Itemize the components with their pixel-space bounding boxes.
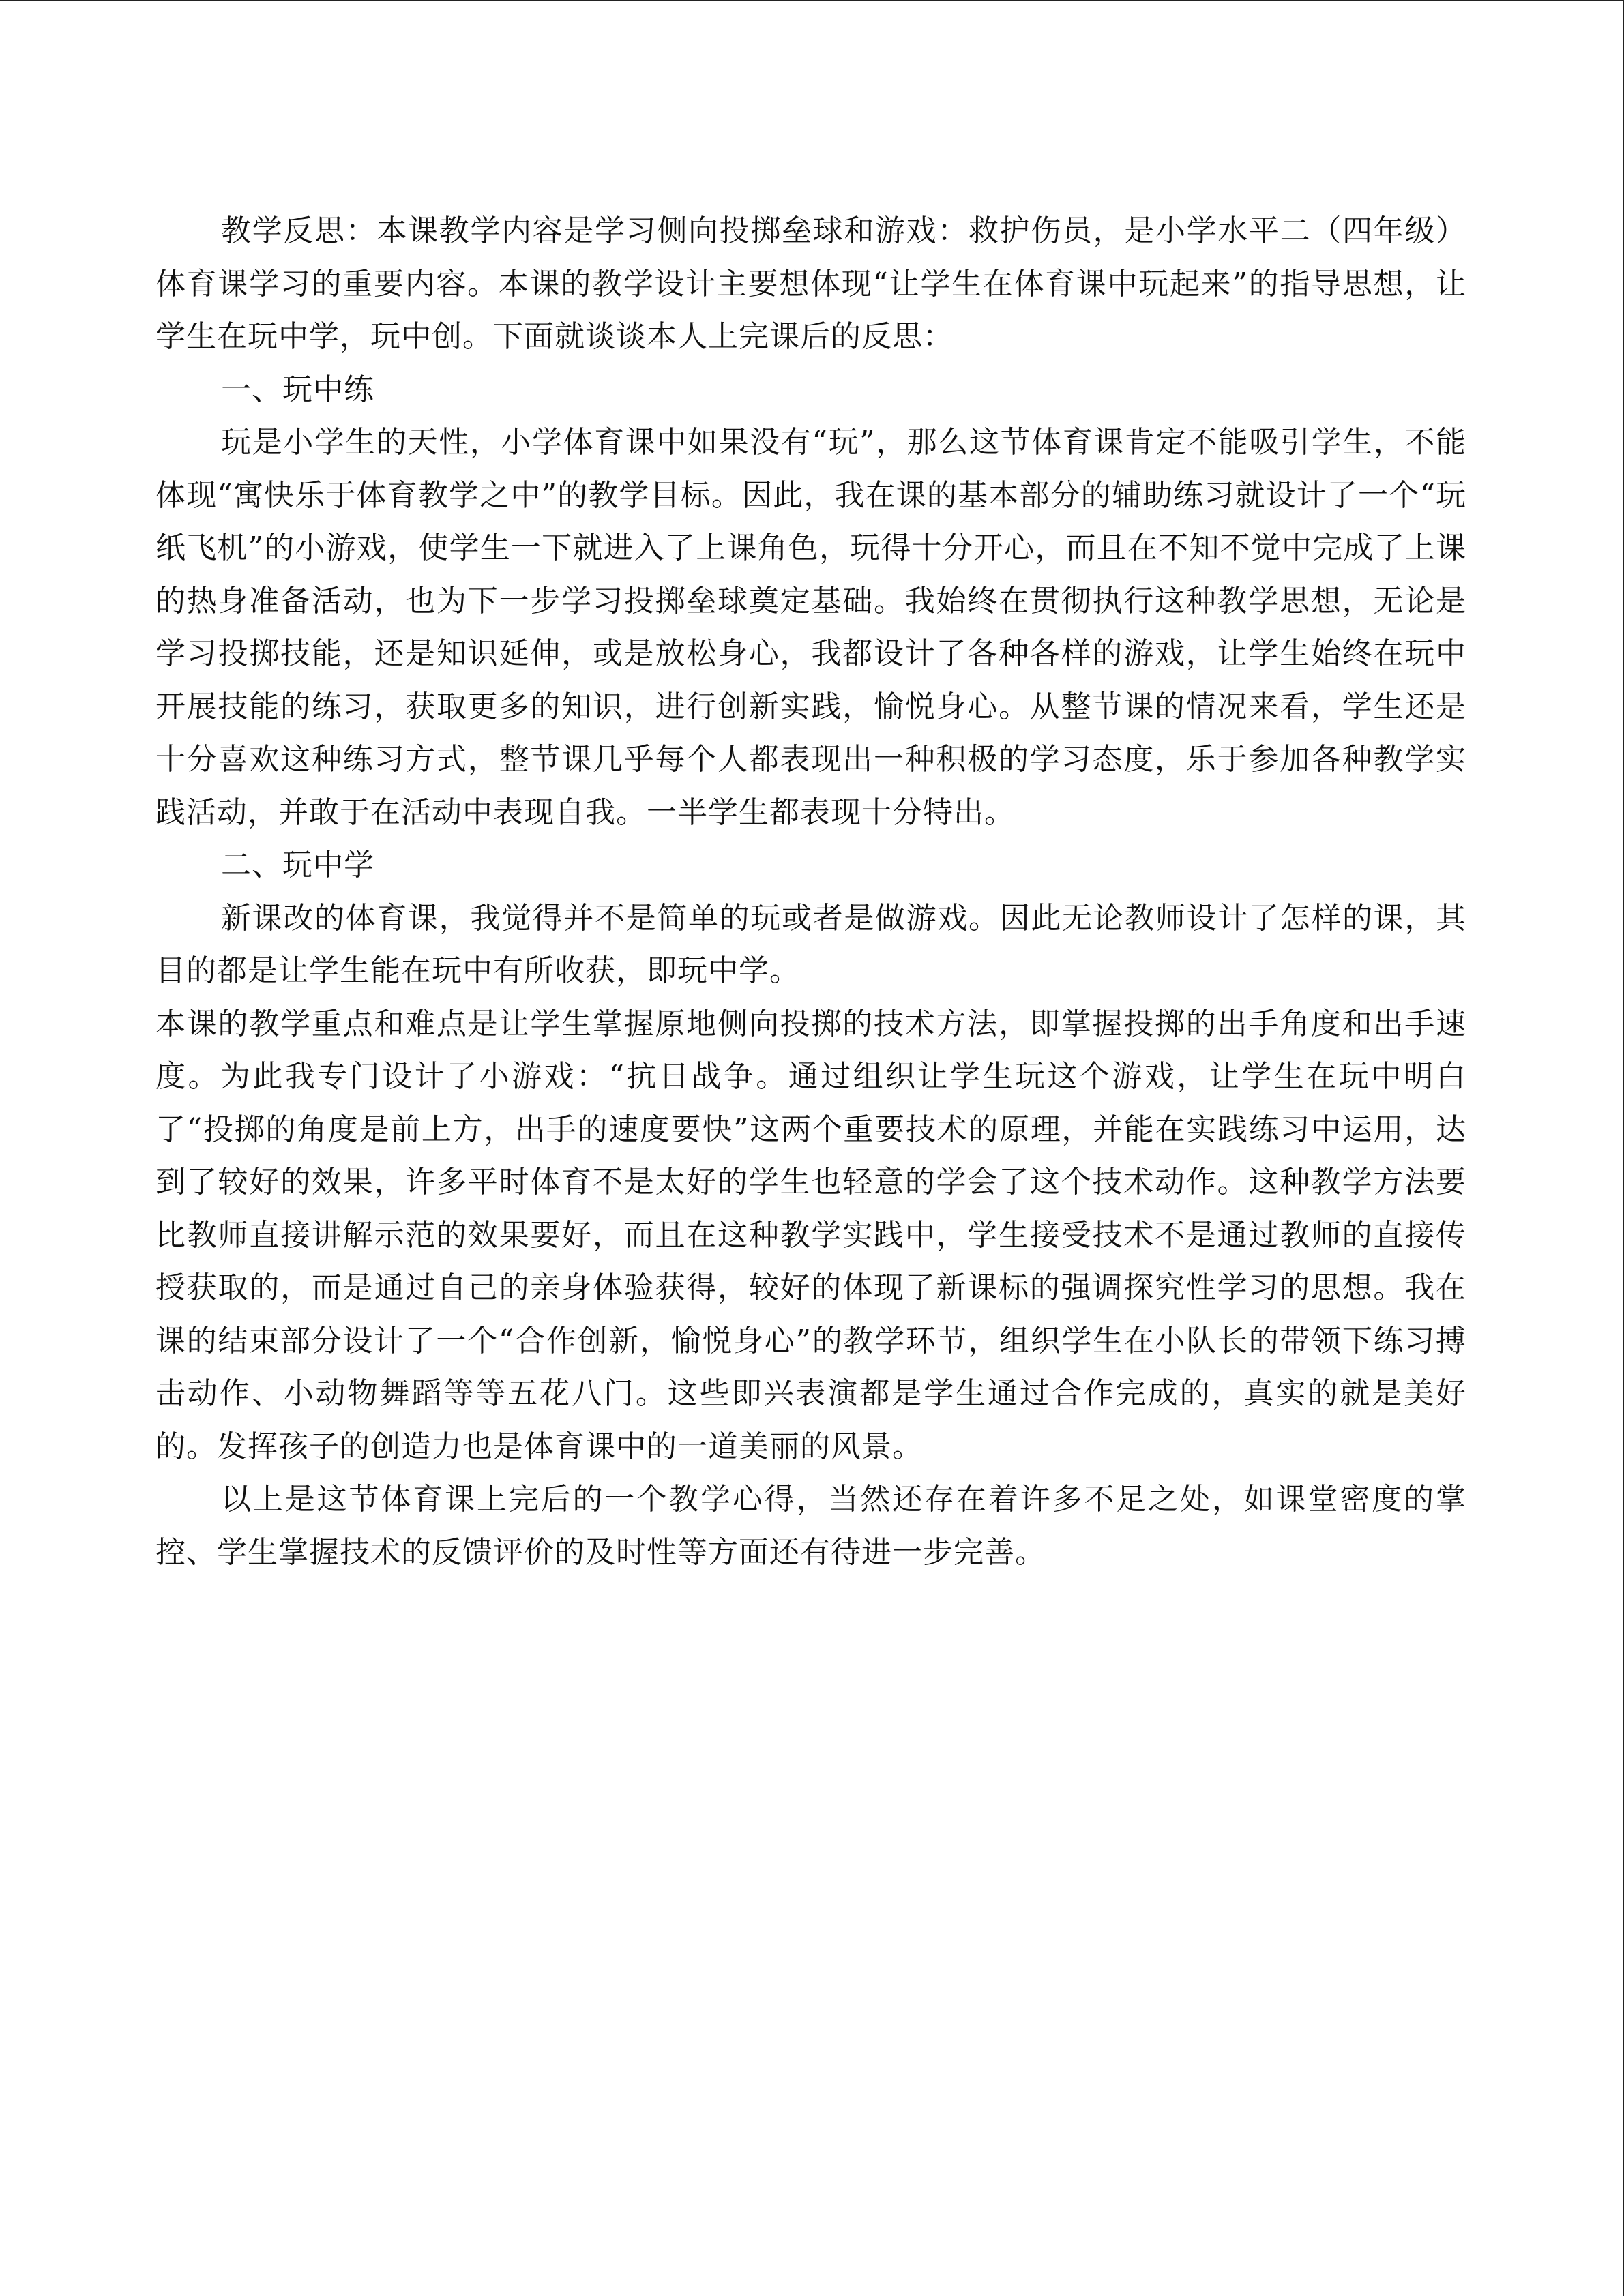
section-heading-play-practice: 一、玩中练 bbox=[221, 372, 374, 407]
paragraph-intro: 教学反思：本课教学内容是学习侧向投掷垒球和游戏：救护伤员，是小学水平二（四年级）体育课学习的重要内容。本课的教学设计主要想体现“让学生在体育课中玩起来”的指导思想，让学生在玩中学，玩中创。下面就谈谈本人上完课后的反思： bbox=[156, 213, 1466, 354]
paragraph-play-learn: 新课改的体育课，我觉得并不是简单的玩或者是做游戏。因此无论教师设计了怎样的课，其目的都是让学生能在玩中有所收获，即玩中学。 bbox=[156, 900, 1466, 988]
paragraph-conclusion: 以上是这节体育课上完后的一个教学心得，当然还存在着许多不足之处，如课堂密度的掌控、学生掌握技术的反馈评价的及时性等方面还有待进一步完善。 bbox=[156, 1482, 1466, 1570]
document-body bbox=[156, 205, 1466, 1579]
paragraph-teaching-focus: 本课的教学重点和难点是让学生掌握原地侧向投掷的技术方法，即掌握投掷的出手角度和出手速度。为此我专门设计了小游戏：“抗日战争。通过组织让学生玩这个游戏，让学生在玩中明白了“投掷的角度是前上方，出手的速度要快”这两个重要技术的原理，并能在实践练习中运用，达到了较好的效果，许多平时体育不是太好的学生也轻意的学会了这个技术动作。这种教学方法要比教师直接讲解示范的效果要好，而且在这种教学实践中，学生接受技术不是通过教师的直接传授获取的，而是通过自己的亲身体验获得，较好的体现了新课标的强调探究性学习的思想。我在课的结束部分设计了一个“合作创新，愉悦身心”的教学环节，组织学生在小队长的带领下练习搏击动作、小动物舞蹈等等五花八门。这些即兴表演都是学生通过合作完成的，真实的就是美好的。发挥孩子的创造力也是体育课中的一道美丽的风景。 bbox=[156, 1006, 1466, 1464]
paragraph-play-practice: 玩是小学生的天性，小学体育课中如果没有“玩”，那么这节体育课肯定不能吸引学生，不能体现“寓快乐于体育教学之中”的教学目标。因此，我在课的基本部分的辅助练习就设计了一个“玩纸飞机”的小游戏，使学生一下就进入了上课角色，玩得十分开心，而且在不知不觉中完成了上课的热身准备活动，也为下一步学习投掷垒球奠定基础。我始终在贯彻执行这种教学思想，无论是学习投掷技能，还是知识延伸，或是放松身心，我都设计了各种各样的游戏，让学生始终在玩中开展技能的练习，获取更多的知识，进行创新实践，愉悦身心。从整节课的情况来看，学生还是十分喜欢这种练习方式，整节课几乎每个人都表现出一种积极的学习态度，乐于参加各种教学实践活动，并敢于在活动中表现自我。一半学生都表现十分特出。 bbox=[156, 425, 1466, 830]
section-heading-play-learn: 二、玩中学 bbox=[221, 848, 374, 882]
